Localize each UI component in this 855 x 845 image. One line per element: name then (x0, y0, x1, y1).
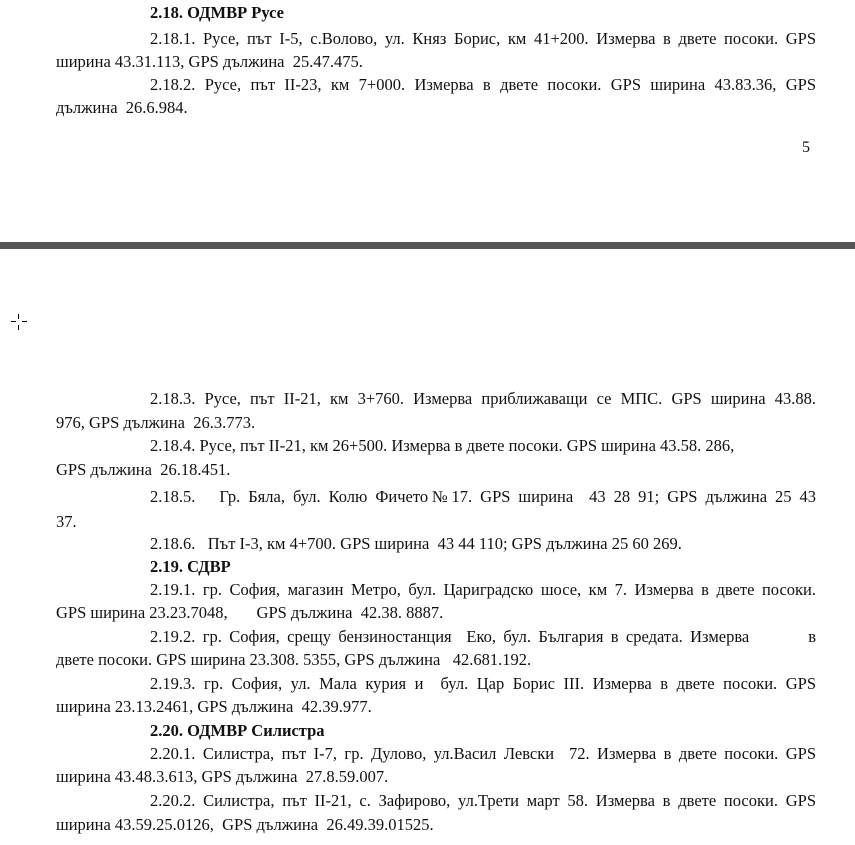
paragraph-2-19-3-line-1: 2.19.3. гр. София, ул. Мала курия и бул. Цар Борис III. Измерва в двете посоки. GPS (150, 674, 816, 693)
document-page-5 (0, 0, 855, 242)
paragraph-2-20-1-line-1: 2.20.1. Силистра, път I-7, гр. Дулово, ул.Васил Левски 72. Измерва в двете посоки. GPS (150, 744, 816, 763)
page-break-separator (0, 242, 855, 249)
paragraph-2-18-2-line-1: 2.18.2. Русе, път II-23, км 7+000. Измерва в двете посоки. GPS ширина 43.83.36, GPS (150, 75, 816, 94)
paragraph-2-19-2-line-1: 2.19.2. гр. София, срещу бензиностанция Еко, бул. България в средата. Измерва в (150, 627, 816, 646)
paragraph-2-20-1-line-2: ширина 43.48.3.613, GPS дължина 27.8.59.007. (56, 767, 389, 786)
paragraph-2-18-3-line-2: 976, GPS дължина 26.3.773. (56, 413, 256, 432)
paragraph-2-18-6-line-1: 2.18.6. Път I-3, км 4+700. GPS ширина 43 44 110; GPS дължина 25 60 269. (150, 534, 682, 553)
section-heading-2-20: 2.20. ОДМВР Силистра (150, 721, 325, 740)
paragraph-2-18-4-line-2: GPS дължина 26.18.451. (56, 460, 231, 479)
document-page-6 (0, 249, 855, 845)
paragraph-2-20-2-line-2: ширина 43.59.25.0126, GPS дължина 26.49.39.01525. (56, 815, 434, 834)
section-heading-2-19: 2.19. СДВР (150, 557, 231, 576)
paragraph-2-18-3-line-1: 2.18.3. Русе, път II-21, км 3+760. Измерва приближаващи се МПС. GPS ширина 43.88. (150, 389, 816, 408)
page-number: 5 (802, 139, 810, 156)
section-heading-2-18: 2.18. ОДМВР Русе (150, 3, 284, 22)
paragraph-2-18-4-line-1: 2.18.4. Русе, път II-21, км 26+500. Измерва в двете посоки. GPS ширина 43.58. 286, (150, 436, 735, 455)
paragraph-2-19-3-line-2: ширина 23.13.2461, GPS дължина 42.39.977. (56, 697, 372, 716)
paragraph-2-20-2-line-1: 2.20.2. Силистра, път II-21, с. Зафирово, ул.Трети март 58. Измерва в двете посоки. GPS (150, 791, 816, 810)
paragraph-2-18-5-line-1: 2.18.5. Гр. Бяла, бул. Колю Фичето№17. GPS ширина 43 28 91; GPS дължина 25 43 (150, 487, 816, 506)
paragraph-2-19-1-line-2: GPS ширина 23.23.7048, GPS дължина 42.38. 8887. (56, 603, 444, 622)
paragraph-2-19-2-line-2: двете посоки. GPS ширина 23.308. 5355, GPS дължина 42.681.192. (56, 650, 532, 669)
paragraph-2-18-5-line-2: 37. (56, 512, 77, 531)
paragraph-2-19-1-line-1: 2.19.1. гр. София, магазин Метро, бул. Цариградско шосе, км 7. Измерва в двете посоки. (150, 580, 816, 599)
text-cursor-crosshair-icon (11, 314, 27, 330)
paragraph-2-18-1-line-1: 2.18.1. Русе, път I-5, с.Волово, ул. Княз Борис, км 41+200. Измерва в двете посоки. GPS (150, 29, 816, 48)
paragraph-2-18-2-line-2: дължина 26.6.984. (56, 98, 188, 117)
paragraph-2-18-1-line-2: ширина 43.31.113, GPS дължина 25.47.475. (56, 52, 363, 71)
